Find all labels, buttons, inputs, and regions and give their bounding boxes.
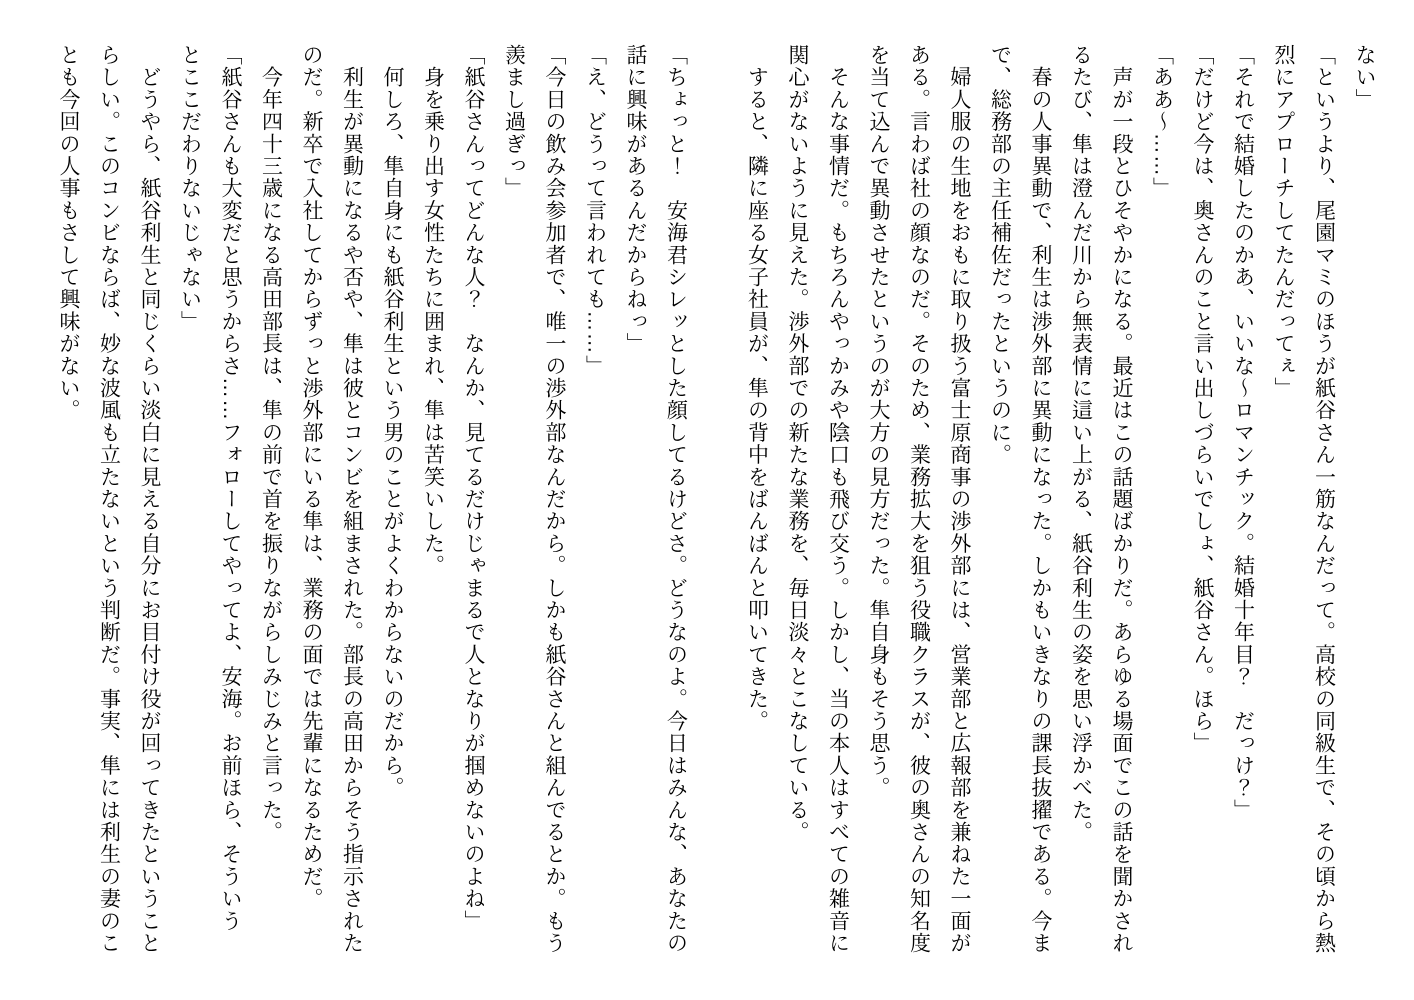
text-line: 婦人服の生地をおもに取り扱う富士原商事の渉外部には、営業部と広報部を兼ねた一面が [948, 44, 971, 955]
text-line: とここだわりないじゃない」 [178, 44, 202, 333]
text-line: 「紙谷さんってどんな人？ なんか、見てるだけじゃまるで人となりが掴めないのよね」 [462, 44, 485, 932]
text-line: 「紙谷さんも大変だと思うからさ……フォローしてやってよ、安海。お前ほら、そういう [219, 44, 242, 932]
text-line: 「今日の飲み会参加者で、唯一の渉外部なんだから。しかも紙谷さんと組んでるとか。もう [543, 44, 566, 955]
text-line: 今年四十三歳になる高田部長は、隼の前で首を振りながらしみじみと言った。 [259, 44, 283, 844]
text-line: とも今回の人事もさして興味がない。 [57, 44, 80, 422]
text-line: 声が一段とひそやかになる。最近はこの話題ばかりだ。あらゆる場面でこの話を聞かされ [1110, 44, 1133, 955]
text-line: どうやら、紙谷利生と同じくらい淡白に見える自分にお目付け役が回ってきたということ [138, 44, 161, 955]
text-line: 「ちょっと！ 安海君シレッとした顔してるけどさ。どうなのよ。今日はみんな、あなたの [664, 44, 688, 955]
text-line: で、総務部の主任補佐だったというのに。 [988, 44, 1012, 466]
text-line: らしい。このコンビならば、妙な波風も立たないという判断だ。事実、隼には利生の妻のこ [97, 44, 121, 955]
text-line: 「だけど今は、奥さんのこと言い出しづらいでしょ、紙谷さん。ほら」 [1191, 44, 1214, 755]
text-line: 「え、どうって言われても……」 [583, 44, 607, 377]
text-line: 春の人事異動で、利生は渉外部に異動になった。しかもいきなりの課長抜擢である。今ま [1029, 44, 1052, 955]
text-line: すると、隣に座る女子社員が、隼の背中をばんばんと叩いてきた。 [745, 44, 769, 733]
text-line: ない」 [1353, 44, 1376, 111]
text-line: 関心がないように見えた。渉外部での新たな業務を、毎日淡々とこなしている。 [786, 44, 809, 844]
text-line: 利生が異動になるや否や、隼は彼とコンビを組まされた。部長の高田からそう指示された [340, 44, 364, 955]
text-line: を当て込んで異動させたというのが大方の見方だった。隼自身もそう思う。 [867, 44, 890, 799]
text-line: 身を乗り出す女性たちに囲まれ、隼は苦笑いした。 [421, 44, 445, 577]
text-line: 「ああ〜……」 [1150, 44, 1174, 200]
text-line: ある。言わば社の顔なのだ。そのため、業務拡大を狙う役職クラスが、彼の奥さんの知名度 [907, 44, 931, 955]
text-line: るたび、隼は澄んだ川から無表情に這い上がる、紙谷利生の姿を思い浮かべた。 [1069, 44, 1093, 844]
text-line: そんな事情だ。もちろんやっかみや陰口も飛び交う。しかし、当の本人はすべての雑音に [826, 44, 850, 955]
text-line: 羨まし過ぎっ」 [502, 44, 526, 200]
text-line: 「というより、尾園マミのほうが紙谷さん一筋なんだって。高校の同級生で、その頃から熱 [1312, 44, 1336, 955]
text-line: 話に興味があるんだからねっ」 [624, 44, 647, 355]
text-line: 烈にアプローチしてたんだってぇ」 [1272, 44, 1295, 400]
text-line: のだ。新卒で入社してからずっと渉外部にいる隼は、業務の面では先輩になるためだ。 [300, 44, 323, 910]
text-line: 「それで結婚したのかあ、いいな〜ロマンチック。結婚十年目？ だっけ？」 [1231, 44, 1255, 821]
blank-line [696, 44, 737, 960]
text-line: 何しろ、隼自身にも紙谷利生という男のことがよくわからないのだから。 [381, 44, 404, 799]
